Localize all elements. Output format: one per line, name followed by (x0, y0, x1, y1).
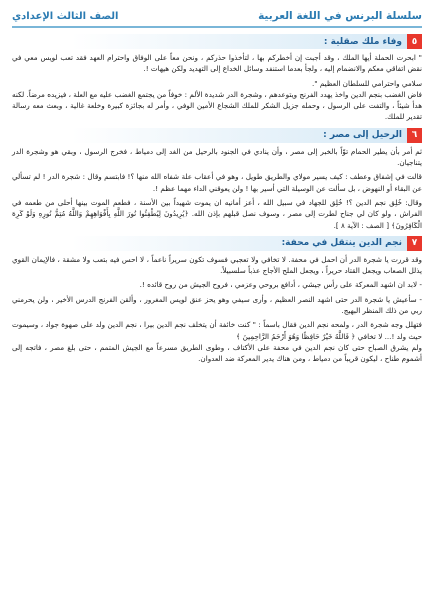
section-loyalty-sicily (12, 34, 422, 123)
section-title: نجم الدين ينتقل في محفة: (12, 236, 407, 251)
paragraph: " ابحرت الحملة أيها الملك ، وقد أجبت إن أخطركم بها ، لتأخذوا حذركم ، ونحن معاً على الوفاق واحترام العهد فقد تعب لويس معي في نقض اتفاقي معكم والانضمام إليه ، ولجأ بعدما استنفد وسائل الخداع إلى التهديد ولكن هيهات !. (12, 53, 422, 74)
paragraph: سلامي واحترامي للسلطان العظيم ". (312, 78, 422, 88)
section-palanquin (12, 236, 422, 365)
section-header (12, 128, 422, 143)
section-number-badge: ٦ (407, 128, 422, 143)
page-header (12, 6, 422, 28)
section-number-badge: ٧ (407, 236, 422, 251)
paragraph: - لابد ان اشهد المعركة على رأس جيشي ، أدافع بروحي وعزمي ، فروح الجيش من روح قائده !. (139, 280, 422, 290)
grade-label: الصف الثالث الإعدادي (12, 10, 119, 22)
paragraph: وقد قررت يا شجرة الدر أن احمل في محفة. لا تخافي ولا تعجبي فسوف تكون سريراً ناعماً ، لا احس فيه بتعب ولا مشقة ، فالإيمان القوي يذلل الصعاب ويجعل القتاد حريراً ، ويجعل الملح الأجاج عذباً سلسبيلاً. (12, 254, 422, 276)
section-header (12, 236, 422, 251)
section-number-badge: ٥ (407, 34, 422, 49)
paragraph: - سأعيش يا شجرة الدر حتى اشهد النصر العظيم ، وأرى سيفي وهو يحز عنق لويس المغرور ، وألقن الفرنج الدرس الأخير ، ولن يحرمني ربي من ذلك المنظر البهيج. (12, 294, 422, 316)
paragraph: فتهلل وجه شجرة الدر ، ولمحه نجم الدين فقال باسماً : " كنت خائفة أن يتخلف نجم الدين بيرا ، نجم الدين ولد على صهوة جواد ، وسيموت حيث ولد !... لا تخافي ﴿ فَاللَّهُ خَيْرٌ حَافِظًا وَهُوَ أَرْحَمُ الرَّاحِمِينَ ﴾ (12, 320, 422, 341)
section-title: وفاء ملك صقلية : (12, 34, 407, 49)
paragraph: وقال: خُلِق نجم الدين ؟! خُلِق للجهاد في سبيل الله ، أعز أمانيه ان يموت شهيداً بين الأسنة ، فطعم الموت بينها أحلى من طعمه في الفراش ، ولو كان لي جناح لطرت إلى مصر ، وسوف نصل قبلهم بإذن الله. ﴿يُرِيدُونَ لِيُطْفِئُوا نُورَ اللَّهِ بِأَفْوَاهِهِمْ وَاللَّهُ مُتِمُّ نُورِهِ وَلَوْ كَرِهَ الْكَافِرُونَ﴾ [ الصف : الآية ٨ ]. (12, 197, 422, 230)
paragraph: قالت في إشفاق وعطف : كيف يسير مولاي والطريق طويل ، وهو في أعقاب علة شفاه الله منها ؟! فابتسم وقال : شجرة الدر ! لم تسألي عن البقاء أو النهوض ، بل سألت عن الوسيلة التي أسير بها ! ولن يعوقني الداء مهما عظم !. (12, 172, 422, 193)
series-title: سلسلة البرنس في اللغة العربية (258, 10, 422, 22)
section-departure-egypt (12, 128, 422, 231)
paragraph: ولم يشرق الصباح حتى كان نجم الدين في محفة على الأكتاف ، وطوى الطريق مسرعاً مع الجيش المتمم ، حتى بلغ مصر ، فاتجه إلى أشموم طناح ، ليكون قريباً من دمياط ، ومن هناك يدير المعركة ضد العدوان. (12, 342, 422, 364)
paragraph: ثم أمر بأن يطير الحمام توّاً بالخبر إلى مصر ، وأن ينادي في الجنود بالرحيل من الغد إلى دمياط ، فخرج الرسول ، وبقي هو وشجرة الدر يتناجيان. (12, 146, 422, 168)
section-title: الرحيل إلى مصر : (12, 128, 407, 143)
paragraph: فاض الغضب بنجم الدين واخذ يهدد الفرنج ويتوعدهم ، وشجرة الدر شديدة الألم : خوفاً من يجتمع الغضب عليه مع العلة ، فيزيده مرضاً. لكنه هدأ شيئاً ، والتفت على الرسول ، وحمله جزيل الشكر للملك الشجاع الأمين الوفي ، وأمر له بجائزة كبيرة وخلعة غالية ، وبعث معه رسالة تقدير للملك. (12, 89, 422, 122)
section-header (12, 34, 422, 49)
